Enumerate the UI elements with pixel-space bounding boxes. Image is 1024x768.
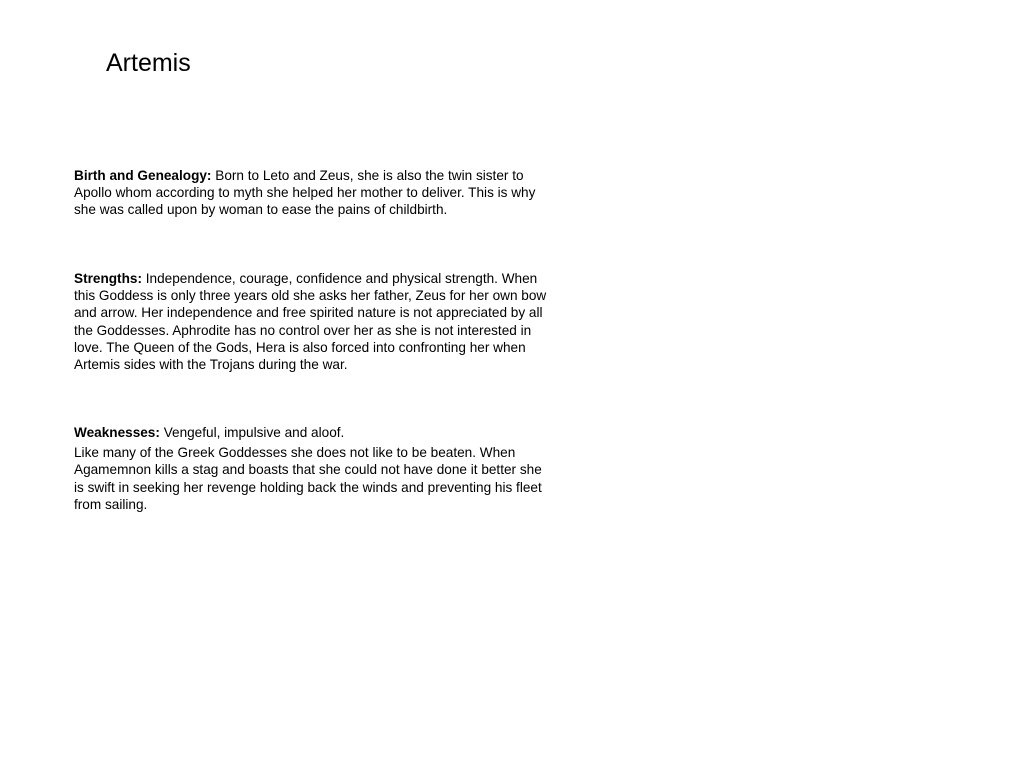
birth-genealogy-text: Born to Leto and Zeus, she is also the twin sister to Apollo whom according to myth she helped her mother to deliver. This is why she was called upon by woman to ease the pains of childbirth. bbox=[74, 168, 536, 218]
weaknesses-section bbox=[74, 424, 554, 513]
weaknesses-paragraph bbox=[74, 424, 554, 441]
birth-genealogy-label: Birth and Genealogy: bbox=[74, 168, 212, 183]
birth-genealogy-paragraph bbox=[74, 167, 554, 219]
strengths-text: Independence, courage, confidence and physical strength. When this Goddess is only three years old she asks her father, Zeus for her own bow and arrow. Her independence and free spirited nature is not appreciated by all the Goddesses. Aphrodite has no control over her as she is not interested in love. The Queen of the Gods, Hera is also forced into confronting her when Artemis sides with the Trojans during the war. bbox=[74, 271, 547, 373]
page-title: Artemis bbox=[106, 49, 191, 77]
strengths-label: Strengths: bbox=[74, 271, 142, 286]
strengths-section bbox=[74, 270, 554, 373]
weaknesses-detail: Like many of the Greek Goddesses she does not like to be beaten. When Agamemnon kills a stag and boasts that she could not have done it better she is swift in seeking her revenge holding back the winds and preventing his fleet from sailing. bbox=[74, 445, 542, 512]
weaknesses-text: Vengeful, impulsive and aloof. bbox=[163, 425, 345, 440]
strengths-paragraph bbox=[74, 270, 554, 373]
birth-genealogy-section bbox=[74, 167, 554, 219]
weaknesses-label: Weaknesses: bbox=[74, 425, 160, 440]
